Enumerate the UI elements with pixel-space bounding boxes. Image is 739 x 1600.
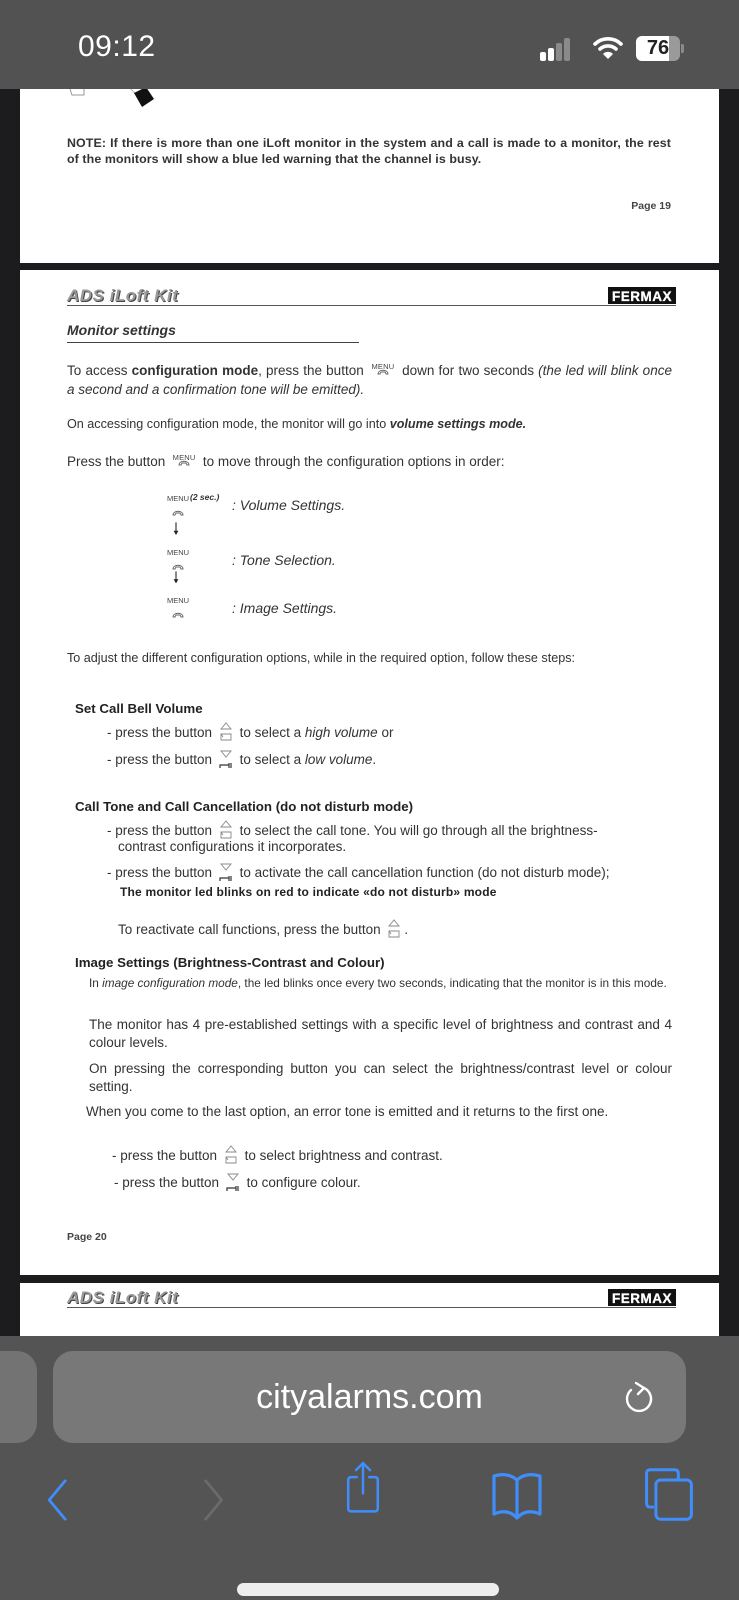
bookmarks-icon[interactable] <box>488 1468 546 1524</box>
battery-icon <box>636 36 684 61</box>
mode-paragraph: On accessing configuration mode, the monitor will go into volume settings mode. <box>67 417 527 431</box>
tabs-icon[interactable] <box>641 1466 697 1522</box>
wifi-icon <box>593 35 623 61</box>
pdf-page-20 <box>20 270 719 1275</box>
url-text[interactable]: cityalarms.com <box>256 1378 483 1416</box>
reactivate-text: To reactivate call functions, press the button . <box>118 918 408 940</box>
kit-title: ADS iLoft Kit <box>67 1288 179 1307</box>
home-indicator[interactable] <box>237 1583 499 1596</box>
menu-button-icon: MENU <box>370 357 396 379</box>
menu-button-icon: MENU <box>166 596 190 623</box>
dnd-led-note: The monitor led blinks on red to indicate «do not disturb» mode <box>120 885 497 899</box>
config-flow-diagram <box>166 494 466 639</box>
cellular-signal-icon <box>540 37 576 61</box>
status-time: 09:12 <box>78 30 156 63</box>
flow-label: : Tone Selection. <box>232 552 336 568</box>
menu-button-icon: MENU <box>166 494 190 521</box>
address-bar[interactable] <box>53 1351 686 1443</box>
browser-toolbar <box>0 1336 739 1600</box>
handset-illustration <box>68 89 158 109</box>
bell-volume-down-item: - press the button to select a low volume. <box>107 748 376 770</box>
battery-level: 76 <box>646 37 670 59</box>
note-text: NOTE: If there is more than one iLoft monitor in the system and a call is made to a monitor, the rest of the monitors will show a blue led warning that the channel is busy. <box>67 136 671 166</box>
up-button-icon <box>222 1144 240 1166</box>
down-button-icon <box>217 861 235 883</box>
bell-volume-up-item: - press the button to select a high volume or <box>107 721 393 743</box>
flow-label: : Volume Settings. <box>232 497 346 513</box>
fermax-logo: FERMAX <box>608 1289 676 1306</box>
menu-button-icon: MENU <box>166 548 190 575</box>
share-icon[interactable] <box>340 1460 386 1516</box>
call-cancel-item: - press the button to activate the call cancellation function (do not disturb mode); <box>107 861 610 883</box>
down-arrow-icon <box>173 567 179 589</box>
menu-button-icon: MENU <box>171 448 197 470</box>
status-bar <box>0 0 739 89</box>
page-number: Page 19 <box>631 200 671 212</box>
forward-icon <box>196 1476 230 1532</box>
flow-label: : Image Settings. <box>232 600 338 616</box>
page-header <box>67 1290 676 1308</box>
down-button-icon <box>217 748 235 770</box>
call-tone-heading: Call Tone and Call Cancellation (do not disturb mode) <box>75 799 414 814</box>
previous-tab-preview[interactable] <box>0 1351 37 1443</box>
hold-duration: (2 sec.) <box>190 492 220 502</box>
fermax-logo: FERMAX <box>608 287 676 304</box>
section-title: Monitor settings <box>67 322 359 343</box>
page-header <box>67 288 676 306</box>
call-tone-up-item-cont: contrast configurations it incorporates. <box>118 839 347 854</box>
image-settings-heading: Image Settings (Brightness-Contrast and Colour) <box>75 955 385 970</box>
intro-paragraph: To access configuration mode, press the button MENU down for two seconds (the led will blink once a second and a confirmation tone will be emitted). <box>67 357 672 399</box>
up-button-icon <box>217 721 235 743</box>
page-number: Page 20 <box>67 1231 107 1243</box>
up-button-icon <box>385 918 403 940</box>
menu-paragraph: Press the button MENU to move through the configuration options in order: <box>67 448 672 471</box>
adjust-paragraph: To adjust the different configuration options, while in the required option, follow these steps: <box>67 651 576 665</box>
reload-icon[interactable] <box>622 1379 656 1415</box>
kit-title: ADS iLoft Kit <box>67 286 179 305</box>
back-icon[interactable] <box>38 1476 72 1532</box>
presets-paragraph: The monitor has 4 pre-established settings with a specific level of brightness and contrast and 4 colour levels. <box>89 1017 672 1050</box>
brightness-item: - press the button to select brightness and contrast. <box>112 1144 443 1166</box>
pdf-page-21 <box>20 1283 719 1336</box>
pdf-page-19 <box>20 89 719 263</box>
call-tone-up-item: - press the button to select the call tone. You will go through all the brightness- <box>107 819 689 841</box>
select-paragraph: On pressing the corresponding button you can select the brightness/contrast level or colour setting. <box>89 1061 672 1094</box>
bell-volume-heading: Set Call Bell Volume <box>75 701 203 716</box>
down-arrow-icon <box>173 518 179 540</box>
image-mode-paragraph: In image configuration mode, the led blinks once every two seconds, indicating that the monitor is in this mode. <box>89 976 667 990</box>
colour-item: - press the button to configure colour. <box>114 1171 361 1193</box>
error-tone-paragraph: When you come to the last option, an error tone is emitted and it returns to the first one. <box>86 1104 609 1119</box>
down-button-icon <box>224 1171 242 1193</box>
pdf-viewer[interactable] <box>0 89 739 1336</box>
